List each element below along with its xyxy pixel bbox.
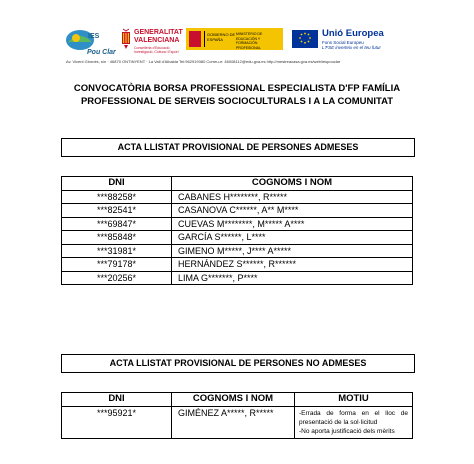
col-dni-header: DNI <box>62 393 172 407</box>
col-nom-header: COGNOMS I NOM <box>172 177 413 191</box>
nom-cell: CABANES H********, R***** <box>172 190 413 204</box>
admeses-table <box>61 176 413 285</box>
table-row <box>62 271 413 285</box>
nom-cell: GARCÍA S******, L**** <box>172 231 413 245</box>
motiu-line-2: -No aporta justificació dels mèrits <box>299 427 395 435</box>
motiu-line-1: -Errada de forma en el lloc de presentació de la sol·licitud <box>299 409 408 426</box>
eu-sub-1: Fons Social Europeu <box>322 40 364 45</box>
eu-flag-icon <box>292 30 318 48</box>
motiu-cell <box>295 406 413 438</box>
table-header-row <box>62 177 413 191</box>
nom-cell: CUEVAS M********, M***** A**** <box>172 217 413 231</box>
table-row <box>62 258 413 272</box>
table-row <box>62 231 413 245</box>
pou-clar-label: Pou Clar <box>87 49 116 56</box>
eu-subtitle <box>322 40 381 50</box>
admeses-heading: ACTA LLISTAT PROVISIONAL DE PERSONES ADMESES <box>61 138 415 157</box>
gobierno-espana-logo <box>186 28 283 50</box>
dni-cell: ***69847* <box>62 217 172 231</box>
table-row <box>62 190 413 204</box>
gov-label-1: GOBIERNO DE ESPAÑA <box>207 32 236 42</box>
col-nom-header: COGNOMS I NOM <box>172 393 295 407</box>
col-motiu-header: MOTIU <box>295 393 413 407</box>
nom-cell: LIMA G*******, P**** <box>172 271 413 285</box>
dni-cell: ***82541* <box>62 204 172 218</box>
dni-cell: ***20256* <box>62 271 172 285</box>
table-row <box>62 244 413 258</box>
table-row <box>62 406 413 438</box>
dni-cell: ***88258* <box>62 190 172 204</box>
gva-line2: VALENCIANA <box>134 37 180 44</box>
svg-text:IES: IES <box>88 33 100 40</box>
nom-cell: CASANOVA C******, A** M**** <box>172 204 413 218</box>
table-row <box>62 204 413 218</box>
title-line-2: PROFESSIONAL DE SERVEIS SOCIOCULTURALS I A LA COMUNITAT <box>80 96 394 107</box>
eu-sub-2: L'FSE inverteix en el teu futur <box>322 45 381 50</box>
gov-label-2: MINISTERIO DE EDUCACIÓN Y FORMACIÓN PROFESIONAL <box>236 32 263 50</box>
generalitat-crest-icon <box>121 28 131 50</box>
col-dni-header: DNI <box>62 177 172 191</box>
school-address: Av. Vicent Gironés, s/n · 46870 ONTINYENT · La Vall d'Albaida Tel:962919380 Correu-e: 46008112@edu.gva.es http://mestreacasa.gva.es/web/iespouclar <box>66 59 341 64</box>
nom-cell: GIMENO M*****, J**** A***** <box>172 244 413 258</box>
dni-cell: ***79178* <box>62 258 172 272</box>
title-line-1: CONVOCATÒRIA BORSA PROFESSIONAL ESPECIALISTA D'FP FAMÍLIA <box>73 83 401 94</box>
table-row <box>62 217 413 231</box>
nom-cell: HERNÁNDEZ S******, R****** <box>172 258 413 272</box>
dni-cell: ***95921* <box>62 406 172 438</box>
table-header-row <box>62 393 413 407</box>
no-admeses-table <box>61 392 413 439</box>
eu-title: Unió Europea <box>322 28 384 39</box>
dni-cell: ***31981* <box>62 244 172 258</box>
dni-cell: ***85848* <box>62 231 172 245</box>
generalitat-name <box>134 29 183 45</box>
document-title <box>0 82 474 108</box>
no-admeses-heading: ACTA LLISTAT PROVISIONAL DE PERSONES NO ADMESES <box>61 354 415 373</box>
nom-cell: GIMÉNEZ A*****, R***** <box>172 406 295 438</box>
gva-line1: GENERALITAT <box>134 29 183 36</box>
generalitat-conselleria: Conselleria d'Educació, Investigació, Cultura i Esport <box>134 46 179 54</box>
